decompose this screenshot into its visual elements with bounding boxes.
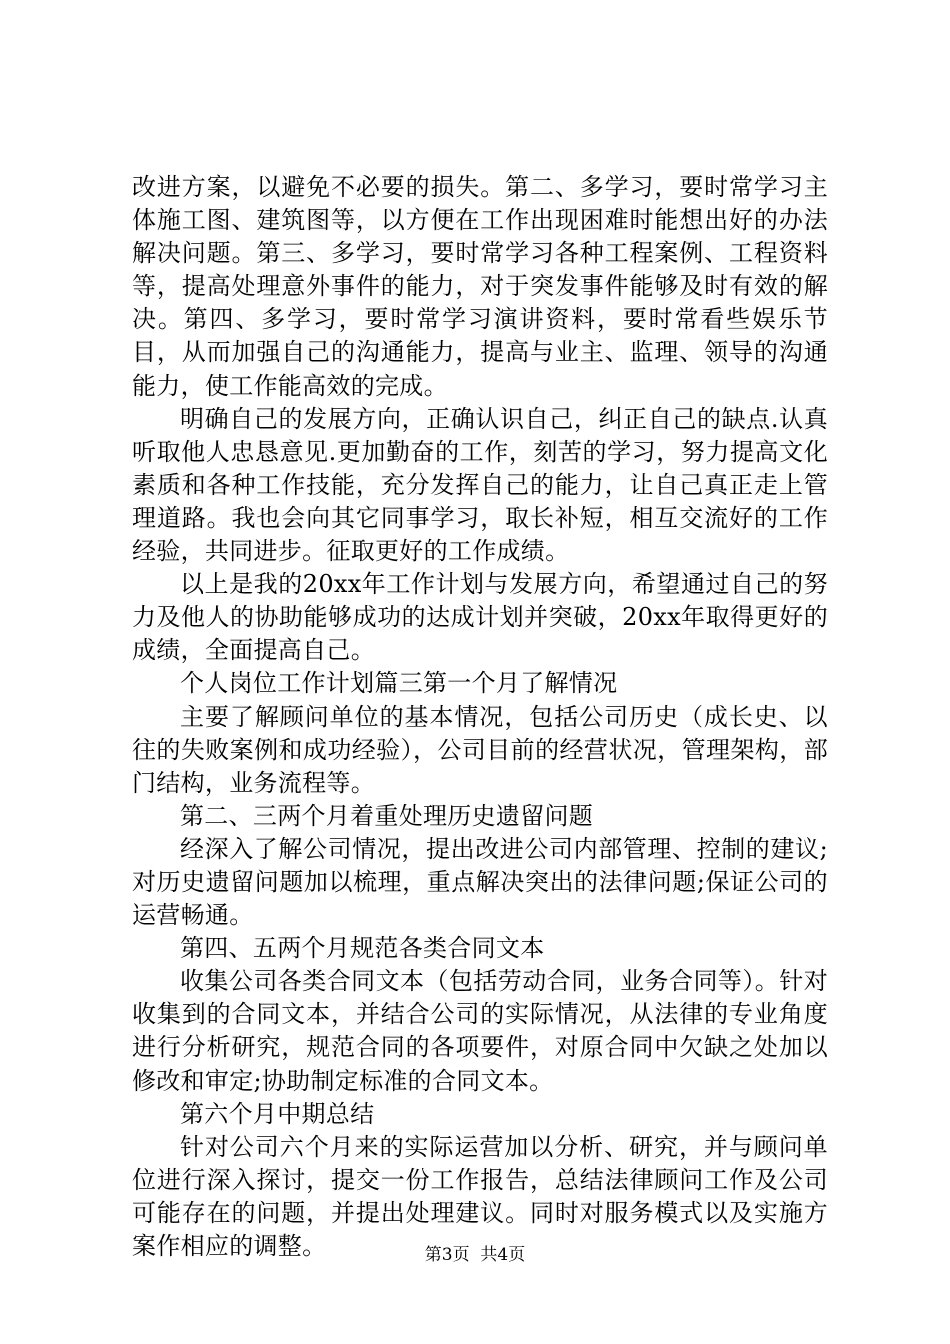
section-heading: 第四、五两个月规范各类合同文本	[180, 934, 545, 963]
paragraph-continuation: 改进方案，以避免不必要的损失。第二、多学习，要时常学习主体施工图、建筑图等，以方便在工作出现困难时能想出好的办法解决问题。第三、多学习，要时常学习各种工程案例、工程资料等，提高处理意外事件的能力，对于突发事件能够及时有效的解决。第四、多学习，要时常学习演讲资料，要时常看些娱乐节目，从而加强自己的沟通能力，提高与业主、监理、领导的沟通能力，使工作能高效的完成。	[132, 173, 828, 400]
paragraph: 收集公司各类合同文本（包括劳动合同，业务合同等）。针对收集到的合同文本，并结合公司的实际情况，从法律的专业角度进行分析研究，规范合同的各项要件，对原合同中欠缺之处加以修改和审定;协助制定标准的合同文本。	[132, 967, 828, 1095]
paragraph: 主要了解顾问单位的基本情况，包括公司历史（成长史、以往的失败案例和成功经验），公司目前的经营状况，管理架构，部门结构，业务流程等。	[132, 702, 828, 797]
section-heading: 个人岗位工作计划篇三第一个月了解情况	[180, 669, 618, 698]
paragraph: 以上是我的20xx年工作计划与发展方向，希望通过自己的努力及他人的协助能够成功的达成计划并突破，20xx年取得更好的成绩，全面提高自己。	[132, 570, 828, 665]
page-number-footer: 第3页 共4页	[424, 1245, 526, 1265]
section-heading: 第六个月中期总结	[180, 1099, 375, 1128]
paragraph: 针对公司六个月来的实际运营加以分析、研究，并与顾问单位进行深入探讨，提交一份工作报告，总结法律顾问工作及公司可能存在的问题，并提出处理建议。同时对服务模式以及实施方案作相应的调整。	[132, 1132, 828, 1260]
paragraph: 明确自己的发展方向，正确认识自己，纠正自己的缺点.认真听取他人忠恳意见.更加勤奋的工作，刻苦的学习，努力提高文化素质和各种工作技能，充分发挥自己的能力，让自己真正走上管理道路。我也会向其它同事学习，取长补短，相互交流好的工作经验，共同进步。征取更好的工作成绩。	[132, 404, 828, 566]
paragraph: 经深入了解公司情况，提出改进公司内部管理、控制的建议;对历史遗留问题加以梳理，重点解决突出的法律问题;保证公司的运营畅通。	[132, 834, 828, 930]
document-body	[132, 171, 828, 1263]
section-heading: 第二、三两个月着重处理历史遗留问题	[180, 801, 594, 830]
